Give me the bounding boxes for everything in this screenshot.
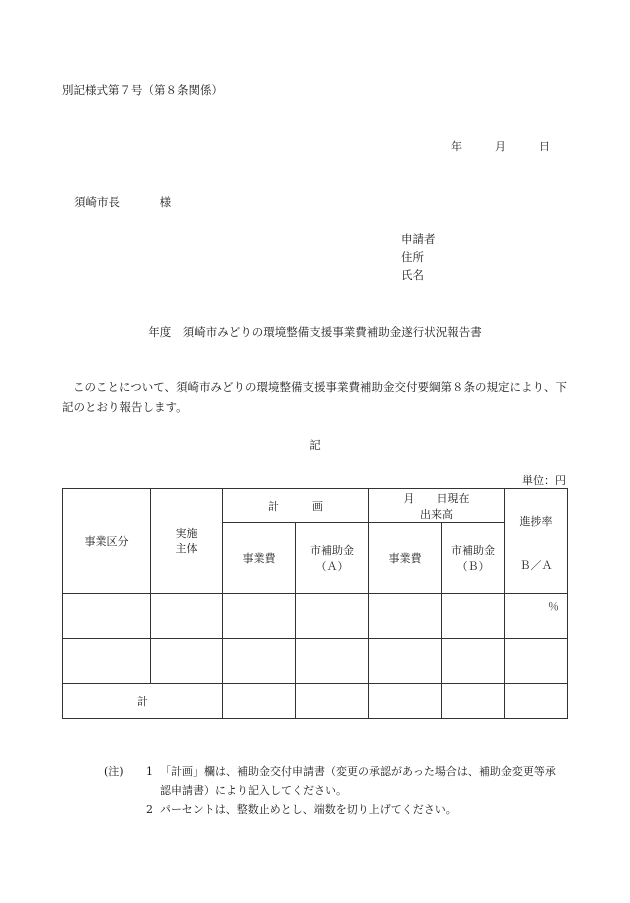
subsidy-a-code: （Ａ） [315,560,349,573]
table-cell [296,684,369,719]
note-text: パーセントは、整数止めとし、端数を切り上げてください。 [160,803,457,816]
notes-label: (注) [104,765,124,778]
note-number: 1 [146,765,153,778]
form-number: 別記様式第７号（第８条関係） [62,83,223,97]
table-cell [63,594,151,639]
header-plan: 計 画 [223,489,369,523]
header-business-type: 事業区分 [63,489,151,594]
table-cell [369,594,442,639]
table-cell [369,684,442,719]
table-row [63,639,568,684]
ki-heading: 記 [309,438,321,452]
subsidy-b-code: （Ｂ） [456,560,490,573]
date-year: 年 [451,140,462,153]
subsidy-a-label: 市補助金 [310,544,354,557]
addressee [74,194,171,210]
table-cell [369,639,442,684]
table-cell [442,594,505,639]
progress-label: 進捗率 [519,515,553,528]
applicant-name: 氏名 [401,268,424,282]
unit-label: 単位：円 [522,474,566,487]
table-cell [63,639,151,684]
header-progress [505,489,568,594]
table-cell [151,639,223,684]
note-text-continued: 認申請書）により記入してください。 [160,784,347,797]
date-day: 日 [539,140,550,153]
note-number: 2 [146,803,153,816]
implementer-label: 実施主体 [175,527,198,555]
applicant-block [401,230,436,284]
header-actual [369,489,505,523]
table-cell [223,639,296,684]
addressee-name: 須崎市長 [74,195,120,209]
table-cell [296,594,369,639]
date-month: 月 [495,140,506,153]
header-actual-subsidy-b [442,523,505,594]
table-cell [223,684,296,719]
report-table [62,488,568,719]
notes [104,762,556,819]
total-row [63,684,568,719]
table-row [63,594,568,639]
body-text: このことについて、須崎市みどりの環境整備支援事業費補助金交付要綱第８条の規定により、下記のとおり報告します。 [62,380,568,414]
table-cell [442,639,505,684]
header-implementer [151,489,223,594]
table-cell [442,684,505,719]
total-label: 計 [63,684,223,719]
date-line [451,138,550,154]
addressee-honorific: 様 [159,195,172,209]
applicant-label: 申請者 [401,232,436,246]
actual-date-label: 月 日現在 [403,491,470,505]
table-cell [151,594,223,639]
document-title: 年度 須崎市みどりの環境整備支援事業費補助金遂行状況報告書 [148,325,482,339]
header-plan-subsidy-a [296,523,369,594]
percent-cell: ％ [505,594,568,639]
applicant-address: 住所 [401,250,424,264]
table-cell [296,639,369,684]
table-cell [223,594,296,639]
header-actual-business-cost: 事業費 [369,523,442,594]
table-cell [505,639,568,684]
subsidy-b-label: 市補助金 [451,544,495,557]
progress-formula: Ｂ／Ａ [519,559,553,572]
table-cell [505,684,568,719]
note-text: 「計画」欄は、補助金交付申請書（変更の承認があった場合は、補助金変更等承 [160,765,556,778]
header-plan-business-cost: 事業費 [223,523,296,594]
actual-output-label: 出来高 [420,507,453,521]
